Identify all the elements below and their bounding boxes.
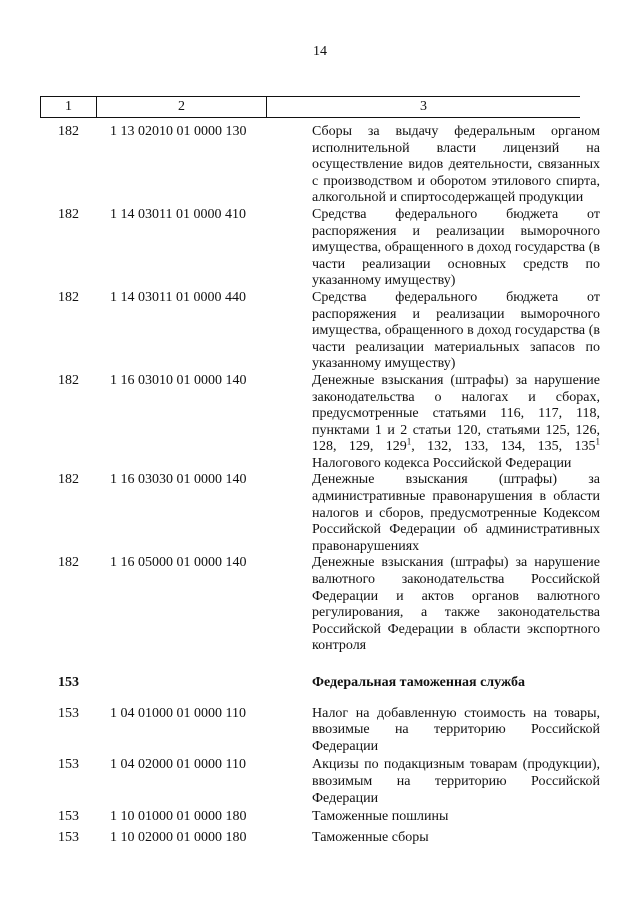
table-row [40,373,600,473]
revenue-code: 1 14 03011 01 0000 410 [110,206,246,222]
table-row [40,757,600,807]
admin-code: 153 [58,705,79,721]
table-row [40,706,600,756]
revenue-code: 1 16 03030 01 0000 140 [110,472,247,488]
revenue-code: 1 14 03011 01 0000 440 [110,289,246,305]
section-heading-row [40,675,600,692]
table-row [40,124,600,207]
revenue-code: 1 13 02010 01 0000 130 [110,124,247,139]
description-text: Налогового кодекса Российской Федерации [312,455,572,471]
revenue-code: 1 16 05000 01 0000 140 [110,555,247,571]
header-col-3: 3 [420,99,427,114]
revenue-code: 1 04 02000 01 0000 110 [110,757,246,773]
admin-code: 182 [58,124,79,139]
table-row [40,830,600,847]
table-row [40,207,600,290]
page-number: 14 [313,44,327,59]
revenue-description: Средства федерального бюджета от распоряжения и реализации выморочного имущества, обращенного в доход государства (в части реализации материальных запасов по указанному имуществу) [312,289,600,372]
revenue-code: 1 10 01000 01 0000 180 [110,809,247,825]
revenue-description: Средства федерального бюджета от распоряжения и реализации выморочного имущества, обращенного в доход государства (в части реализации основных средств по указанному имуществу) [312,206,600,289]
description-text: , 132, 133, 134, 135, 135 [411,439,596,455]
revenue-description: Денежные взыскания (штрафы) за административные правонарушения в области налогов и сборов, предусмотренные Кодексом Российской Федерации об административных правонарушениях [312,472,600,554]
section-title: Федеральная таможенная служба [312,675,525,690]
table-header [40,96,580,118]
header-col-2: 2 [97,97,267,117]
admin-code: 182 [58,206,79,222]
revenue-description [312,373,600,473]
revenue-description: Сборы за выдачу федеральным органом исполнительной власти лицензий на осуществление видов деятельности, связанных с производством и оборотом этилового спирта, алкогольной и спиртосодержащей продукции [312,124,600,206]
revenue-code: 1 16 03010 01 0000 140 [110,372,247,388]
admin-code: 153 [58,829,79,845]
revenue-description: Налог на добавленную стоимость на товары, ввозимые на территорию Российской Федерации [312,705,600,754]
revenue-code: 1 10 02000 01 0000 180 [110,829,247,845]
revenue-description: Денежные взыскания (штрафы) за нарушение валютного законодательства Российской Федерации и актов органов валютного регулирования, а также законодательства Российской Федерации в области экспортного контроля [312,555,600,654]
table-row [40,555,600,655]
description-text: Денежные взыскания (штрафы) за нарушение законодательства о налогах и сборах, предусмотренные статьями 116, 117, 118, пунктами 1 и 2 статьи 120, статьями 125, 126, 128, 129, 129 [312,372,600,455]
admin-code: 182 [58,289,79,305]
admin-code: 182 [58,555,79,571]
revenue-description: Таможенные пошлины [312,809,449,825]
footnote-superscript: 1 [595,436,601,447]
revenue-description: Таможенные сборы [312,829,429,845]
admin-code: 153 [58,675,79,690]
admin-code: 153 [58,757,79,773]
table-row [40,290,600,373]
revenue-description: Акцизы по подакцизным товарам (продукции), ввозимым на территорию Российской Федерации [312,757,600,806]
table-row [40,809,600,826]
table-body [40,124,600,846]
admin-code: 182 [58,472,79,488]
admin-code: 153 [58,809,79,825]
table-row [40,472,600,555]
header-col-1: 1 [40,97,97,117]
admin-code: 182 [58,372,79,388]
footnote-superscript: 1 [406,436,412,447]
revenue-code: 1 04 01000 01 0000 110 [110,705,246,721]
